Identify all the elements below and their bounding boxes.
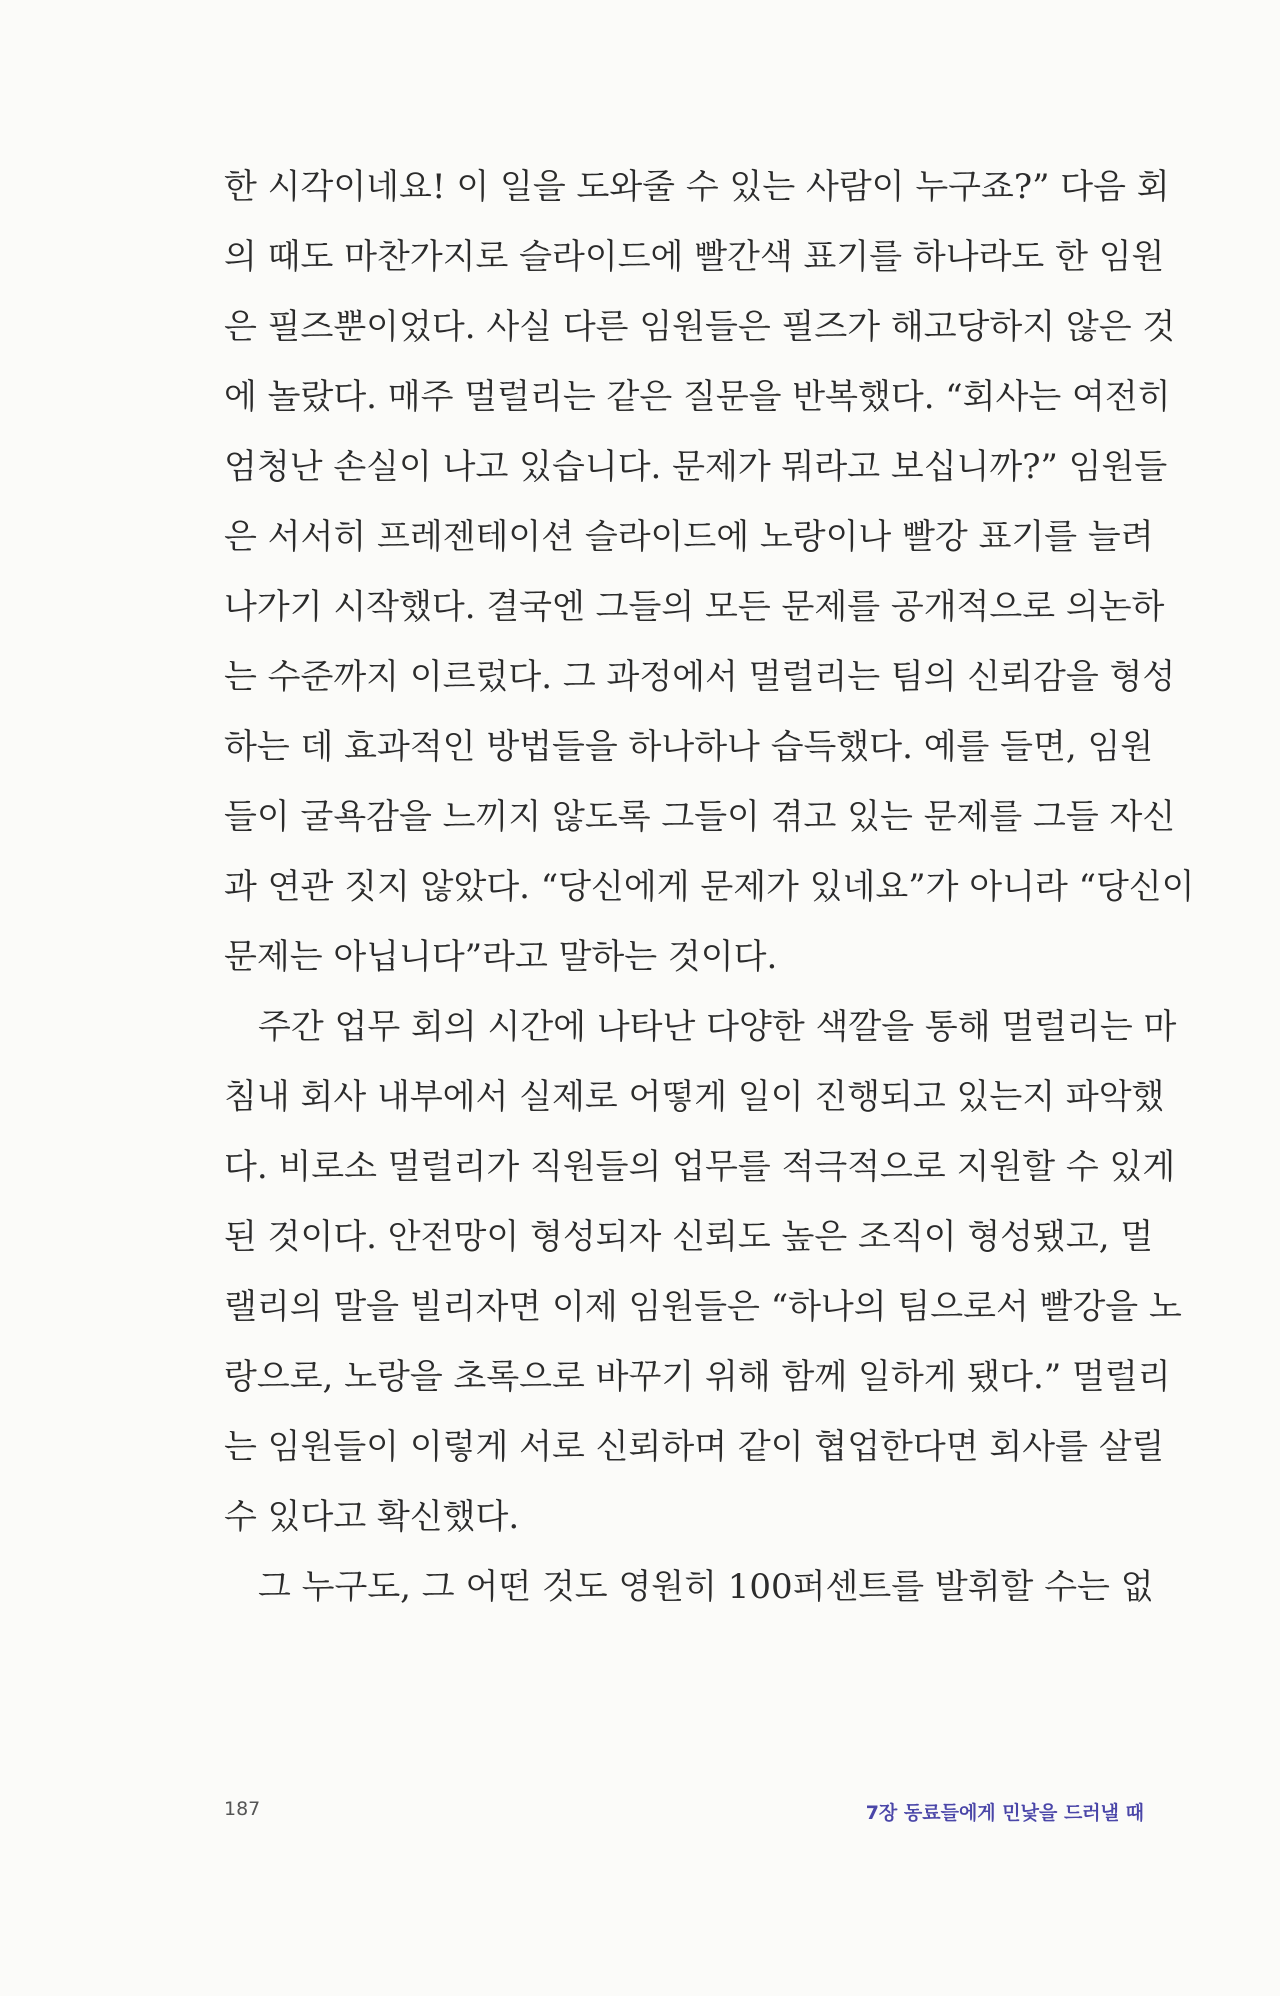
text-line: 나가기 시작했다. 결국엔 그들의 모든 문제를 공개적으로 의논하 xyxy=(224,587,1165,627)
text-line: 는 임원들이 이렇게 서로 신뢰하며 같이 협업한다면 회사를 살릴 xyxy=(224,1427,1165,1467)
page-number: 187 xyxy=(224,1798,261,1820)
text-line: 된 것이다. 안전망이 형성되자 신뢰도 높은 조직이 형성됐고, 멀 xyxy=(224,1217,1154,1257)
text-line: 에 놀랐다. 매주 멀럴리는 같은 질문을 반복했다. “회사는 여전히 xyxy=(224,377,1171,417)
text-line: 엄청난 손실이 나고 있습니다. 문제가 뭐라고 보십니까?” 임원들 xyxy=(224,447,1168,487)
text-line: 랠리의 말을 빌리자면 이제 임원들은 “하나의 팀으로서 빨강을 노 xyxy=(224,1287,1182,1327)
text-line: 수 있다고 확신했다. xyxy=(224,1497,520,1537)
page-footer xyxy=(224,1798,1144,1828)
text-line: 들이 굴욕감을 느끼지 않도록 그들이 겪고 있는 문제를 그들 자신 xyxy=(224,797,1176,837)
text-line: 문제는 아닙니다”라고 말하는 것이다. xyxy=(224,937,778,977)
body-text xyxy=(224,152,1195,1622)
text-line: 은 필즈뿐이었다. 사실 다른 임원들은 필즈가 해고당하지 않은 것 xyxy=(224,307,1176,347)
text-line: 은 서서히 프레젠테이션 슬라이드에 노랑이나 빨강 표기를 늘려 xyxy=(224,517,1154,557)
text-line: 그 누구도, 그 어떤 것도 영원히 100퍼센트를 발휘할 수는 없 xyxy=(258,1567,1154,1607)
text-line: 주간 업무 회의 시간에 나타난 다양한 색깔을 통해 멀럴리는 마 xyxy=(258,1007,1177,1047)
text-line: 침내 회사 내부에서 실제로 어떻게 일이 진행되고 있는지 파악했 xyxy=(224,1077,1165,1117)
text-line: 한 시각이네요! 이 일을 도와줄 수 있는 사람이 누구죠?” 다음 회 xyxy=(224,167,1170,207)
text-line: 랑으로, 노랑을 초록으로 바꾸기 위해 함께 일하게 됐다.” 멀럴리 xyxy=(224,1357,1171,1397)
text-line: 과 연관 짓지 않았다. “당신에게 문제가 있네요”가 아니라 “당신이 xyxy=(224,867,1195,907)
running-head: 7장 동료들에게 민낯을 드러낼 때 xyxy=(865,1802,1144,1824)
text-line: 하는 데 효과적인 방법들을 하나하나 습득했다. 예를 들면, 임원 xyxy=(224,727,1154,767)
text-line: 는 수준까지 이르렀다. 그 과정에서 멀럴리는 팀의 신뢰감을 형성 xyxy=(224,657,1176,697)
text-line: 다. 비로소 멀럴리가 직원들의 업무를 적극적으로 지원할 수 있게 xyxy=(224,1147,1176,1187)
text-line: 의 때도 마찬가지로 슬라이드에 빨간색 표기를 하나라도 한 임원 xyxy=(224,237,1165,277)
